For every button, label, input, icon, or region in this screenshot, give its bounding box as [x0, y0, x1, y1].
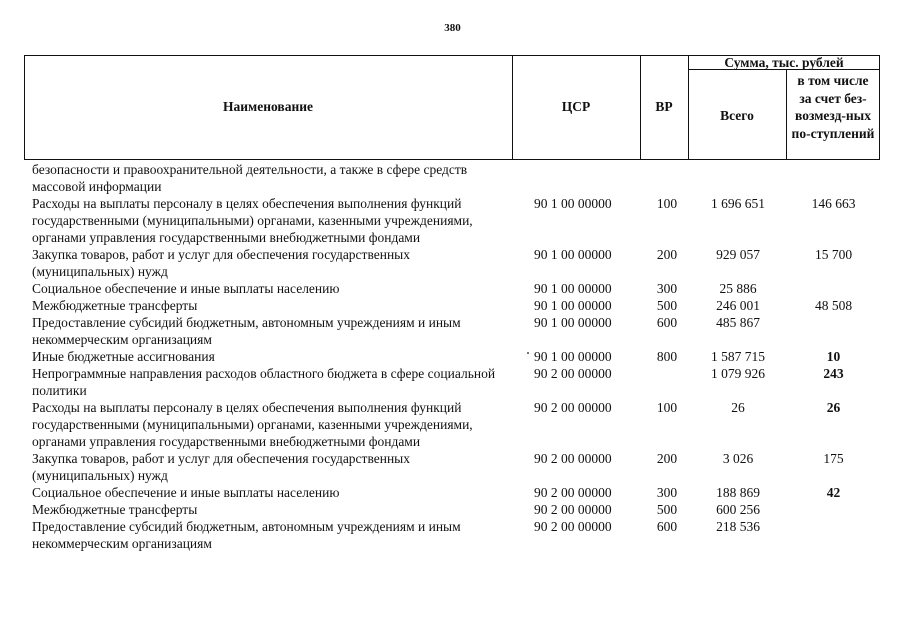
header-vr: ВР [655, 99, 673, 114]
header-total: Всего [720, 108, 754, 123]
row-vr: 200 [656, 451, 678, 466]
row-csr: 90 2 00 00000 [534, 400, 612, 415]
row-csr: 90 2 00 00000 [534, 366, 612, 381]
row-total: 246 001 [716, 298, 760, 313]
table-row [0, 314, 905, 348]
row-total: 188 869 [716, 485, 760, 500]
row-vr: 100 [656, 196, 678, 211]
row-name: Предоставление субсидий бюджетным, автономным учреждениям и иным некоммерческим организациям [32, 315, 461, 347]
row-vr: 300 [656, 485, 678, 500]
header-csr: ЦСР [561, 99, 591, 114]
table-row [0, 348, 905, 365]
table-row [0, 280, 905, 297]
table-row [0, 518, 905, 552]
row-total: 218 536 [716, 519, 760, 534]
row-name: безопасности и правоохранительной деятельности, а также в сфере средств массовой информации [32, 162, 468, 194]
row-vr: 300 [656, 281, 678, 296]
row-vr: 500 [656, 298, 678, 313]
row-name: Непрограммные направления расходов областного бюджета в сфере социальной политики [32, 366, 496, 398]
row-csr: 90 1 00 00000 [534, 298, 612, 313]
row-csr: 90 1 00 00000 [534, 247, 612, 262]
row-vr: 600 [656, 519, 678, 534]
row-total: 485 867 [716, 315, 760, 330]
row-csr: 90 2 00 00000 [534, 519, 612, 534]
row-name: Иные бюджетные ассигнования [32, 349, 215, 364]
header-sum: Сумма, тыс. рублей [724, 55, 844, 70]
header-gift: в том числе за счет без-возмезд-ных по-ступлений [791, 73, 875, 141]
row-name: Закупка товаров, работ и услуг для обеспечения государственных (муниципальных) нужд [32, 451, 411, 483]
table-row [0, 484, 905, 501]
row-total: 1 696 651 [711, 196, 765, 211]
table-header [24, 55, 880, 160]
row-gift: 48 508 [814, 298, 853, 313]
table-row [0, 297, 905, 314]
table-body [0, 161, 905, 552]
table-row [0, 246, 905, 280]
row-gift: 42 [826, 485, 841, 500]
row-name: Межбюджетные трансферты [32, 502, 198, 517]
row-csr: 90 1 00 00000 [534, 281, 612, 296]
row-total: 3 026 [722, 451, 754, 466]
row-total: 26 [731, 400, 745, 415]
row-gift: 10 [826, 349, 841, 364]
row-total: 929 057 [716, 247, 760, 262]
row-gift: 243 [823, 366, 844, 381]
row-name: Расходы на выплаты персоналу в целях обеспечения выполнения функций государственными (муниципальными) органами, казенными учреждениями, органами управления государственными внебюджетными фондами [32, 400, 473, 449]
row-gift: 146 663 [811, 196, 856, 211]
table-row [0, 501, 905, 518]
row-gift: 26 [826, 400, 841, 415]
row-total: 1 079 926 [711, 366, 765, 381]
row-csr: 90 2 00 00000 [534, 451, 612, 466]
row-name: Расходы на выплаты персоналу в целях обеспечения выполнения функций государственными (муниципальными) органами, казенными учреждениями, органами управления государственными внебюджетными фондами [32, 196, 473, 245]
row-name: Межбюджетные трансферты [32, 298, 198, 313]
row-vr: 500 [656, 502, 678, 517]
row-total: 600 256 [716, 502, 760, 517]
scan-dot [527, 352, 529, 354]
row-gift: 175 [823, 451, 844, 466]
row-vr: 800 [656, 349, 678, 364]
row-name: Социальное обеспечение и иные выплаты населению [32, 485, 340, 500]
row-name: Закупка товаров, работ и услуг для обеспечения государственных (муниципальных) нужд [32, 247, 411, 279]
header-name: Наименование [223, 99, 313, 114]
table-row [0, 161, 905, 195]
row-csr: 90 2 00 00000 [534, 502, 612, 517]
row-name: Социальное обеспечение и иные выплаты населению [32, 281, 340, 296]
row-csr: 90 1 00 00000 [534, 349, 612, 364]
row-csr: 90 1 00 00000 [534, 196, 612, 211]
table-row [0, 399, 905, 450]
page-number: 380 [444, 22, 461, 34]
table-row [0, 195, 905, 246]
row-name: Предоставление субсидий бюджетным, автономным учреждениям и иным некоммерческим организациям [32, 519, 461, 551]
row-vr: 100 [656, 400, 678, 415]
row-total: 25 886 [719, 281, 757, 296]
row-csr: 90 2 00 00000 [534, 485, 612, 500]
table-row [0, 365, 905, 399]
row-gift: 15 700 [814, 247, 853, 262]
row-vr: 600 [656, 315, 678, 330]
row-csr: 90 1 00 00000 [534, 315, 612, 330]
row-total: 1 587 715 [711, 349, 765, 364]
table-row [0, 450, 905, 484]
row-vr: 200 [656, 247, 678, 262]
